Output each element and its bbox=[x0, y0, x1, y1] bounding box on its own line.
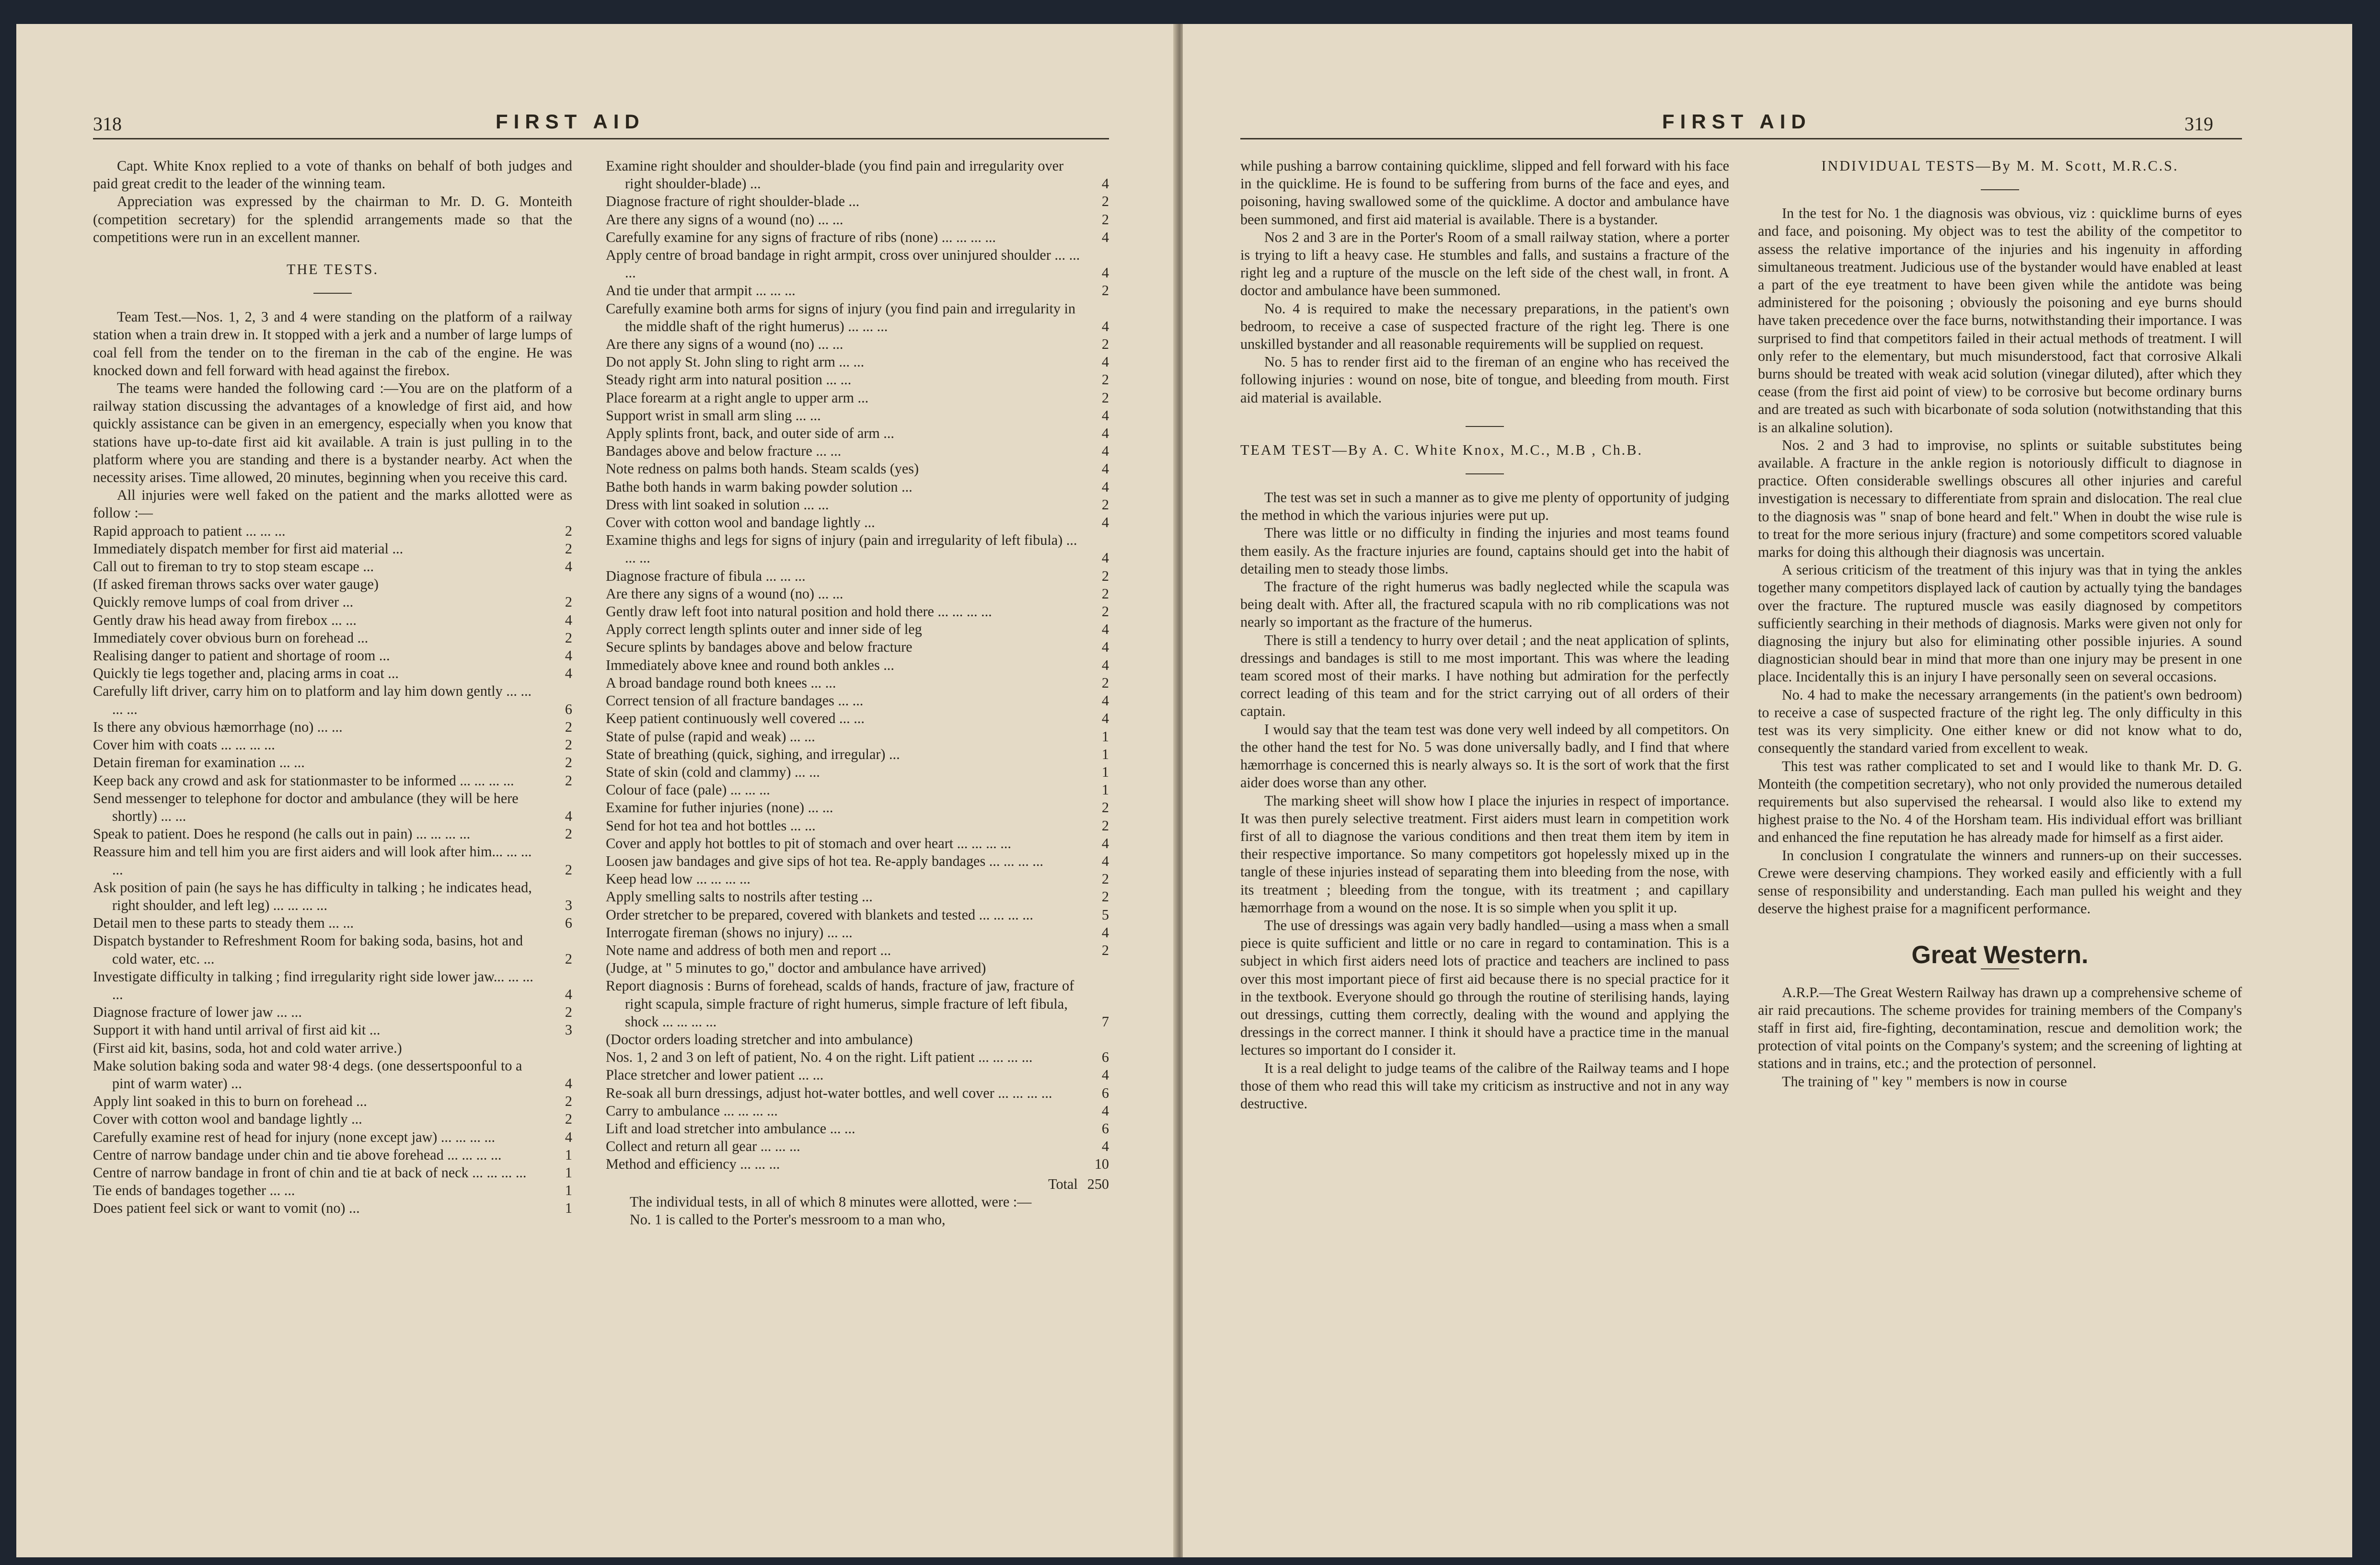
marks-item-text: Rapid approach to patient ... ... ... bbox=[93, 522, 286, 539]
marks-item-score: 6 bbox=[1101, 1049, 1109, 1066]
marks-item-text: And tie under that armpit ... ... ... bbox=[606, 282, 796, 299]
marks-item-score: 2 bbox=[565, 540, 572, 557]
marks-item-score: 2 bbox=[565, 1093, 572, 1110]
team-paragraph: The fracture of the right humerus was badly neglected while the scapula was being dealt with. After all, the fractured scapula with no rib complications was not nearly so important as the fracture of the humerus. bbox=[1240, 578, 1729, 631]
marks-item-score: 4 bbox=[1101, 656, 1109, 673]
marks-item bbox=[606, 496, 1109, 514]
marks-item-score: 2 bbox=[1101, 282, 1109, 299]
marks-item-score: 3 bbox=[565, 897, 572, 913]
marks-item bbox=[606, 692, 1109, 710]
marks-item bbox=[606, 746, 1109, 763]
total-label: Total bbox=[1048, 1175, 1078, 1192]
marks-item-text: Keep patient continuously well covered ... ... bbox=[606, 710, 865, 727]
right-column-2 bbox=[1758, 157, 2242, 1091]
marks-item-text: Carefully lift driver, carry him on to platform and lay him down gently ... ... ... ... bbox=[93, 683, 532, 717]
marks-item-score: 2 bbox=[565, 861, 572, 878]
marks-item bbox=[93, 736, 572, 754]
marks-item bbox=[606, 817, 1109, 835]
marks-item-score: 2 bbox=[1101, 211, 1109, 228]
marks-item bbox=[606, 1048, 1109, 1066]
marks-item-text: Send messenger to telephone for doctor and ambulance (they will be here shortly) ... ... bbox=[93, 790, 519, 824]
indiv-paragraph: Nos. 2 and 3 had to improvise, no splints or suitable substitutes being available. A fracture in the ankle region is notoriously difficult to diagnose in practice. Often considerable swellings obscures all other injuries and careful investigation is necessary to differentiate from sprain and dislocation. The real clue to the diagnosis was " snap of bone heard and felt." When in doubt the wise rule is to treat for the more serious injury (fracture) and some competitors scored valuable marks for doing this although their diagnosis was uncertain. bbox=[1758, 437, 2242, 561]
marks-item bbox=[606, 942, 1109, 959]
marks-item-score: 4 bbox=[1101, 460, 1109, 477]
marks-list bbox=[93, 522, 572, 1218]
marks-item-text: Colour of face (pale) ... ... ... bbox=[606, 782, 770, 798]
marks-item-score: 4 bbox=[1101, 514, 1109, 531]
marks-item-score: 1 bbox=[1101, 746, 1109, 762]
tests-paragraph: The teams were handed the following card :—You are on the platform of a railway station discussing the advantages of a knowledge of first aid, and how quickly assistance can be given in an emergency, especially when you know that stations have up-to-date first aid kit available. A train is just pulling in to the platform where you are standing and there is a bystander nearby. Act when the necessity arises. Time allowed, 20 minutes, beginning when you receive this card. bbox=[93, 380, 572, 486]
marks-item-text: Apply correct length splints outer and inner side of leg bbox=[606, 621, 922, 638]
total-row bbox=[606, 1175, 1109, 1193]
marks-item-score: 4 bbox=[1101, 639, 1109, 656]
marks-item bbox=[93, 1021, 572, 1039]
marks-item-text: Bandages above and below fracture ... ... bbox=[606, 443, 842, 460]
gw-paragraph: The training of " key " members is now in course bbox=[1782, 1073, 2067, 1090]
marks-item-score: 5 bbox=[1101, 906, 1109, 923]
marks-item bbox=[93, 1182, 572, 1199]
marks-item bbox=[93, 629, 572, 647]
marks-item-text: Examine thighs and legs for signs of injury (pain and irregularity of left fibula) ... ... ... bbox=[606, 532, 1077, 566]
marks-item bbox=[606, 710, 1109, 727]
team-paragraph: I would say that the team test was done very well indeed by all competitors. On the other hand the test for No. 5 was done universally badly, and I find that where hæmorrhage is concerned this is nearly always so. It is the sort of work that the first aider does worse than any other. bbox=[1240, 721, 1729, 791]
running-title: FIRST AID bbox=[1662, 110, 1812, 133]
marks-item-score: 4 bbox=[565, 986, 572, 1002]
marks-item-text: Support it with hand until arrival of first aid kit ... bbox=[93, 1022, 381, 1038]
gw-paragraph: A.R.P.—The Great Western Railway has drawn up a comprehensive scheme of air raid precautions. The scheme provides for training members of the Company's staff in first aid, fire-fighting, decontamination, rescue and demolition work; the protection of vital points on the Company's system; and the screening of lighting at stations and in trains, etc.; and the protection of personnel. bbox=[1758, 984, 2242, 1072]
marks-item-score: 4 bbox=[565, 647, 572, 664]
marks-item-text: State of pulse (rapid and weak) ... ... bbox=[606, 728, 815, 745]
marks-item-score: 6 bbox=[565, 701, 572, 717]
marks-item-text: Report diagnosis : Burns of forehead, scalds of hands, fracture of jaw, fracture of right scapula, simple fracture of right humerus, simple fracture of left fibula, shock ... ... ... ... bbox=[606, 978, 1074, 1030]
marks-item-text: Are there any signs of a wound (no) ... ... bbox=[606, 336, 843, 353]
marks-item-text: Examine for futher injuries (none) ... ... bbox=[606, 799, 833, 816]
marks-item-text: Dispatch bystander to Refreshment Room for baking soda, basins, hot and cold water, etc. ... bbox=[93, 932, 523, 967]
divider bbox=[1466, 473, 1504, 474]
marks-item bbox=[93, 825, 572, 843]
marks-item-score: 2 bbox=[1101, 603, 1109, 620]
marks-item-text: Carefully examine for any signs of fracture of ribs (none) ... ... ... ... bbox=[606, 229, 996, 245]
section-heading: THE TESTS. bbox=[286, 261, 379, 278]
marks-item bbox=[606, 763, 1109, 781]
marks-item-text: Bathe both hands in warm baking powder solution ... bbox=[606, 478, 913, 495]
marks-item bbox=[93, 1128, 572, 1146]
marks-item-text: Diagnose fracture of right shoulder-blade ... bbox=[606, 193, 860, 210]
marks-item-score: 1 bbox=[565, 1182, 572, 1199]
marks-item bbox=[606, 425, 1109, 442]
marks-item-text: State of skin (cold and clammy) ... ... bbox=[606, 763, 820, 780]
marks-item-text: Investigate difficulty in talking ; find irregularity right side lower jaw... ... ... ... bbox=[93, 968, 533, 1002]
marks-item-text: Carry to ambulance ... ... ... ... bbox=[606, 1102, 778, 1119]
marks-item-text: Place stretcher and lower patient ... ... bbox=[606, 1067, 824, 1083]
marks-item-text: Detain fireman for examination ... ... bbox=[93, 754, 305, 771]
marks-item-score: 4 bbox=[1101, 835, 1109, 852]
marks-item bbox=[606, 460, 1109, 478]
indiv-paragraph: A serious criticism of the treatment of this injury was that in tying the ankles together many competitors displayed lack of caution by actually tying the bandages over the fracture. The ruptured muscle was easily diagnosed by competitors sufficiently searching in their methods of diagnosis. Marks were given not only for diagnosing the injury but also for eliminating other possible injuries. A sound diagnostician should bear in mind that more than one injury may be present in one place. Incidentally this is an injury I have personally seen on several occasions. bbox=[1758, 562, 2242, 685]
marks-item-text: Tie ends of bandages together ... ... bbox=[93, 1182, 295, 1199]
marks-item-score: 4 bbox=[1101, 265, 1109, 281]
page-number: 318 bbox=[93, 113, 122, 135]
marks-item-text: Note name and address of both men and report ... bbox=[606, 942, 891, 958]
marks-item-score: 2 bbox=[565, 754, 572, 771]
marks-item-text: (First aid kit, basins, soda, hot and cold water arrive.) bbox=[93, 1039, 402, 1056]
marks-item-text: Carefully examine both arms for signs of injury (you find pain and irregularity in the middle shaft of the right humerus) ... ... ... bbox=[606, 300, 1076, 334]
marks-item-score: 4 bbox=[1101, 407, 1109, 424]
divider bbox=[313, 293, 352, 294]
marks-item-score: 4 bbox=[565, 807, 572, 824]
marks-item bbox=[606, 799, 1109, 817]
marks-item bbox=[606, 300, 1109, 335]
marks-item-text: Make solution baking soda and water 98·4 degs. (one dessertspoonful to a pint of warm water) ... bbox=[93, 1057, 522, 1092]
marks-item-text: Nos. 1, 2 and 3 on left of patient, No. 4 on the right. Lift patient ... ... ... ... bbox=[606, 1049, 1033, 1066]
marks-item bbox=[93, 575, 572, 593]
marks-item-score: 2 bbox=[1101, 389, 1109, 406]
marks-item-score: 4 bbox=[1101, 229, 1109, 245]
marks-item bbox=[93, 879, 572, 914]
marks-item-text: Centre of narrow bandage under chin and tie above forehead ... ... ... ... bbox=[93, 1146, 502, 1163]
marks-item bbox=[606, 567, 1109, 585]
marks-item-text: Immediately dispatch member for first aid material ... bbox=[93, 540, 404, 557]
marks-item-text: Support wrist in small arm sling ... ... bbox=[606, 407, 821, 424]
team-paragraph: The marking sheet will show how I place the injuries in respect of importance. It was then purely selective treatment. First aiders must learn in competition work first of all to diagnose the various conditions and then treat them item by item in their respective importance. So many competitors got hopelessly mixed up in the tangle of these injuries instead of separating them into bleeding from the nose, with its treatment ; bleeding from the tongue, with its treatment ; and capillary hæmorrhage from a wound on the nose. It is so simple when you split it up. bbox=[1240, 792, 1729, 916]
marks-item-text: Interrogate fireman (shows no injury) ... ... bbox=[606, 924, 853, 941]
marks-item bbox=[606, 603, 1109, 621]
marks-item-score: 4 bbox=[1101, 1102, 1109, 1119]
marks-item bbox=[606, 906, 1109, 924]
marks-item-score: 1 bbox=[565, 1164, 572, 1181]
tests-paragraph: Team Test.—Nos. 1, 2, 3 and 4 were standing on the platform of a railway station when a train drew in. It stopped with a jerk and a number of large lumps of coal fell from the tender on to the fireman in the cab of the engine. He was knocked down and fell forward with head against the firebox. bbox=[93, 309, 572, 379]
marks-item-text: Cover and apply hot bottles to pit of stomach and over heart ... ... ... ... bbox=[606, 835, 1011, 852]
marks-item bbox=[606, 638, 1109, 656]
marks-item-score: 4 bbox=[1101, 710, 1109, 727]
marks-item bbox=[606, 924, 1109, 942]
marks-item bbox=[93, 593, 572, 611]
marks-item bbox=[606, 389, 1109, 407]
marks-item bbox=[606, 211, 1109, 229]
team-paragraph: The test was set in such a manner as to give me plenty of opportunity of judging the method in which the various injuries were put up. bbox=[1240, 489, 1729, 524]
marks-item-text: Place forearm at a right angle to upper arm ... bbox=[606, 389, 869, 406]
marks-item bbox=[606, 407, 1109, 425]
marks-item bbox=[93, 1164, 572, 1182]
marks-item-score: 2 bbox=[565, 1004, 572, 1021]
marks-item-text: Are there any signs of a wound (no) ... ... bbox=[606, 585, 843, 602]
left-page bbox=[16, 24, 1176, 1557]
marks-item-text: Note redness on palms both hands. Steam scalds (yes) bbox=[606, 460, 919, 477]
marks-item bbox=[606, 781, 1109, 799]
marks-item-text: Reassure him and tell him you are first aiders and will look after him... ... ... ... bbox=[93, 843, 532, 878]
body-paragraph: No. 4 is required to make the necessary preparations, in the patient's own bedroom, to receive a case of suspected fracture of the right leg. There is one unskilled bystander and all reasonable requirements will be supplied on request. bbox=[1240, 300, 1729, 353]
marks-item bbox=[93, 754, 572, 771]
marks-item bbox=[93, 1199, 572, 1217]
marks-item-text: Diagnose fracture of fibula ... ... ... bbox=[606, 567, 806, 584]
marks-item-text: Cover with cotton wool and bandage lightly ... bbox=[606, 514, 875, 531]
marks-item bbox=[93, 647, 572, 665]
marks-item-text: Call out to fireman to try to stop steam escape ... bbox=[93, 558, 374, 575]
marks-item bbox=[606, 531, 1109, 567]
marks-item bbox=[93, 1093, 572, 1110]
marks-item-text: Diagnose fracture of lower jaw ... ... bbox=[93, 1004, 302, 1021]
marks-item-score: 4 bbox=[1101, 924, 1109, 941]
marks-item bbox=[93, 843, 572, 878]
marks-item-score: 4 bbox=[1101, 443, 1109, 460]
marks-item-score: 2 bbox=[565, 522, 572, 539]
marks-item-text: State of breathing (quick, sighing, and irregular) ... bbox=[606, 746, 900, 762]
marks-item-score: 2 bbox=[565, 718, 572, 735]
marks-item bbox=[606, 1066, 1109, 1084]
team-paragraph: The use of dressings was again very badly handled—using a mass when a small piece is quite sufficient and little or no care in regard to contamination. This is a subject in which first aiders need lots of practice and teachers are inclined to pass over this most important piece of first aid because there is no special practice for it in the textbook. Everyone should go through the routine of sterilising hands, laying out dressings, cutting them correctly, dealing with the wound and applying the dressings in the correct manner. I think it should have a practice time in the manual lectures so important do I consider it. bbox=[1240, 917, 1729, 1059]
marks-item bbox=[606, 1031, 1109, 1048]
great-western-heading: Great Western. bbox=[1911, 941, 2089, 969]
marks-item bbox=[606, 442, 1109, 460]
right-page bbox=[1183, 24, 2352, 1557]
marks-item-score: 1 bbox=[1101, 728, 1109, 745]
marks-item-score: 4 bbox=[565, 665, 572, 682]
section-heading: INDIVIDUAL TESTS—By M. M. Scott, M.R.C.S. bbox=[1821, 158, 2179, 174]
marks-item bbox=[606, 1155, 1109, 1173]
intro-paragraph: Appreciation was expressed by the chairman to Mr. D. G. Monteith (competition secretary) for the splendid arrangements made so that the competitions were run in an excellent manner. bbox=[93, 193, 572, 245]
team-paragraph: It is a real delight to judge teams of the calibre of the Railway teams and I hope those of them who read this will take my criticism as instructive and not in any way destructive. bbox=[1240, 1059, 1729, 1112]
marks-item bbox=[606, 282, 1109, 299]
team-paragraph: There was little or no difficulty in finding the injuries and most teams found them easily. As the fracture injuries are found, captains should get into the habit of detailing men to steady those limbs. bbox=[1240, 525, 1729, 577]
marks-item bbox=[606, 514, 1109, 531]
total-value: 250 bbox=[1087, 1175, 1109, 1192]
marks-item-text: Carefully examine rest of head for injury (none except jaw) ... ... ... ... bbox=[93, 1128, 496, 1145]
left-column-2 bbox=[606, 157, 1109, 1229]
marks-item-text: Gently draw his head away from firebox ... ... bbox=[93, 611, 357, 628]
marks-item bbox=[93, 1003, 572, 1021]
header-rule bbox=[93, 138, 1109, 139]
marks-item-score: 2 bbox=[1101, 567, 1109, 584]
marks-item-score: 10 bbox=[1094, 1156, 1109, 1173]
marks-item-text: Realising danger to patient and shortage of room ... bbox=[93, 647, 390, 664]
indiv-paragraph: This test was rather complicated to set and I would like to thank Mr. D. G. Monteith (the competition secretary), who not only provided the numerous detailed requirements but also supervised the rehearsal. I would also like to extend my highest praise to the No. 4 of the Horsham team. His individual effort was brilliant and enhanced the fine reputation he has already made for himself as a first aider. bbox=[1758, 758, 2242, 846]
tests-paragraph: All injuries were well faked on the patient and the marks allotted were as follow :— bbox=[93, 487, 572, 521]
marks-item bbox=[93, 1110, 572, 1128]
marks-item-score: 1 bbox=[565, 1146, 572, 1163]
marks-item-score: 1 bbox=[1101, 782, 1109, 798]
right-column-1 bbox=[1240, 157, 1729, 1113]
marks-item-text: Centre of narrow bandage in front of chin and tie at back of neck ... ... ... ... bbox=[93, 1164, 527, 1181]
team-paragraph: There is still a tendency to hurry over detail ; and the neat application of splints, dressings and bandages is still to me most important. This was where the leading team scored most of their marks. I have nothing but admiration for the perfectly correct leading of this team and for the strict carrying out of all orders of their captain. bbox=[1240, 632, 1729, 720]
marks-item-text: Quickly tie legs together and, placing arms in coat ... bbox=[93, 665, 399, 682]
marks-item-score: 1 bbox=[1101, 763, 1109, 780]
marks-item-score: 4 bbox=[1101, 478, 1109, 495]
marks-item bbox=[606, 1120, 1109, 1138]
marks-item bbox=[93, 1146, 572, 1164]
marks-item-text: Secure splints by bandages above and below fracture bbox=[606, 639, 913, 656]
marks-item bbox=[606, 870, 1109, 888]
body-paragraph: Nos 2 and 3 are in the Porter's Room of a small railway station, where a porter is trying to lift a heavy case. He stumbles and falls, and sustains a fracture of the right leg and a rupture of the muscle on the left side of the chest wall, in front. A doctor and ambulance have been summoned. bbox=[1240, 229, 1729, 299]
marks-item bbox=[606, 371, 1109, 389]
marks-item-score: 1 bbox=[565, 1200, 572, 1217]
marks-item-score: 7 bbox=[1101, 1013, 1109, 1030]
marks-item-text: A broad bandage round both knees ... ... bbox=[606, 674, 836, 691]
marks-item-score: 2 bbox=[565, 736, 572, 753]
marks-item-text: Does patient feel sick or want to vomit (no) ... bbox=[93, 1200, 360, 1217]
marks-item-score: 6 bbox=[565, 915, 572, 932]
marks-item-text: Immediately above knee and round both ankles ... bbox=[606, 656, 894, 673]
marks-item-text: Order stretcher to be prepared, covered with blankets and tested ... ... ... ... bbox=[606, 906, 1033, 923]
marks-item-score: 3 bbox=[565, 1022, 572, 1038]
marks-item-score: 4 bbox=[1101, 550, 1109, 566]
marks-item-score: 2 bbox=[565, 950, 572, 967]
marks-item-score: 4 bbox=[1101, 1138, 1109, 1155]
marks-item-text: (If asked fireman throws sacks over water gauge) bbox=[93, 576, 379, 593]
section-heading: TEAM TEST—By A. C. White Knox, M.C., M.B , Ch.B. bbox=[1240, 441, 1643, 458]
marks-item bbox=[606, 977, 1109, 1031]
marks-item-score: 2 bbox=[1101, 674, 1109, 691]
marks-item bbox=[606, 1084, 1109, 1102]
marks-item-score: 4 bbox=[565, 558, 572, 575]
marks-item-text: Loosen jaw bandages and give sips of hot tea. Re-apply bandages ... ... ... ... bbox=[606, 852, 1043, 869]
marks-item bbox=[606, 157, 1109, 193]
marks-item bbox=[606, 888, 1109, 906]
marks-item bbox=[93, 682, 572, 718]
body-paragraph: No. 5 has to render first aid to the fireman of an engine who has received the following injuries : wound on nose, bite of tongue, and bleeding from mouth. First aid material is available. bbox=[1240, 354, 1729, 406]
marks-item-score: 2 bbox=[1101, 585, 1109, 602]
marks-item-text: Do not apply St. John sling to right arm ... ... bbox=[606, 354, 865, 370]
marks-item bbox=[93, 611, 572, 629]
running-title: FIRST AID bbox=[496, 110, 645, 133]
marks-item bbox=[93, 932, 572, 967]
marks-item bbox=[93, 718, 572, 736]
marks-item-score: 4 bbox=[1101, 175, 1109, 192]
marks-item-score: 2 bbox=[565, 772, 572, 789]
divider bbox=[1981, 189, 2019, 190]
marks-item-score: 2 bbox=[1101, 817, 1109, 834]
marks-item bbox=[606, 852, 1109, 870]
marks-item-text: Speak to patient. Does he respond (he calls out in pain) ... ... ... ... bbox=[93, 826, 471, 842]
marks-list bbox=[606, 157, 1109, 1174]
marks-item bbox=[606, 959, 1109, 977]
marks-item-text: Apply smelling salts to nostrils after testing ... bbox=[606, 888, 873, 905]
indiv-paragraph: In the test for No. 1 the diagnosis was obvious, viz : quicklime burns of eyes and face, and poisoning. My object was to test the ability of the competitor to assess the relative importance of the injuries and his ingenuity in affording simultaneous treatment. Judicious use of the bystander would have enabled at least a part of the eye treatment to have been given while the antidote was being administered for the poisoning ; obviously the poisoning and eye burns should have taken precedence over the face burns, notwithstanding their importance. I was surprised to find that competitors failed in their actual methods of treatment. I will only refer to the elementary, but much misunderstood, fact that corrosive Alkali burns should be treated with weak acid solution (vinegar diluted), after which they cease (from the first aid point of view) to be corrosive but become ordinary burns and are treated as such with bicarbonate of soda solution (notwithstanding that this is an alkaline solution). bbox=[1758, 205, 2242, 436]
marks-item-score: 2 bbox=[1101, 193, 1109, 210]
marks-item-text: Detail men to these parts to steady them ... ... bbox=[93, 915, 354, 932]
closing-paragraph: The individual tests, in all of which 8 minutes were allotted, were :— bbox=[630, 1193, 1032, 1210]
marks-item bbox=[93, 914, 572, 932]
closing-paragraph: No. 1 is called to the Porter's messroom to a man who, bbox=[630, 1211, 946, 1228]
marks-item-score: 2 bbox=[1101, 336, 1109, 353]
marks-item bbox=[606, 835, 1109, 852]
marks-item-score: 2 bbox=[565, 1111, 572, 1128]
marks-item bbox=[606, 656, 1109, 674]
marks-item bbox=[606, 585, 1109, 603]
intro-paragraph: Capt. White Knox replied to a vote of thanks on behalf of both judges and paid great credit to the leader of the winning team. bbox=[93, 158, 572, 192]
marks-item-text: Cover him with coats ... ... ... ... bbox=[93, 736, 275, 753]
marks-item-score: 4 bbox=[1101, 425, 1109, 442]
marks-item-text: (Judge, at " 5 minutes to go," doctor and ambulance have arrived) bbox=[606, 960, 986, 977]
marks-item bbox=[93, 540, 572, 558]
marks-item-text: Keep back any crowd and ask for stationmaster to be informed ... ... ... ... bbox=[93, 772, 514, 789]
marks-item bbox=[606, 728, 1109, 746]
marks-item-text: Quickly remove lumps of coal from driver ... bbox=[93, 594, 354, 610]
marks-item-text: Correct tension of all fracture bandages ... ... bbox=[606, 692, 864, 709]
body-paragraph: while pushing a barrow containing quicklime, slipped and fell forward with his face in the quicklime. He is found to be suffering from burns of the face and eyes, and poisoning, having swallowed some of the quicklime. A doctor and ambulance have been summoned, and first aid material is available. There is a bystander. bbox=[1240, 158, 1729, 228]
marks-item-score: 2 bbox=[565, 629, 572, 646]
marks-item-text: Apply splints front, back, and outer side of arm ... bbox=[606, 425, 894, 442]
marks-item-text: Cover with cotton wool and bandage lightly ... bbox=[93, 1111, 362, 1128]
marks-item-score: 2 bbox=[1101, 799, 1109, 816]
marks-item-score: 2 bbox=[1101, 371, 1109, 388]
marks-item-text: Collect and return all gear ... ... ... bbox=[606, 1138, 800, 1155]
marks-item bbox=[606, 229, 1109, 246]
marks-item bbox=[606, 674, 1109, 692]
marks-item-score: 2 bbox=[1101, 871, 1109, 887]
marks-item-score: 4 bbox=[1101, 318, 1109, 334]
marks-item bbox=[93, 665, 572, 682]
marks-item bbox=[93, 968, 572, 1003]
marks-item-score: 2 bbox=[565, 594, 572, 610]
marks-item bbox=[606, 335, 1109, 353]
marks-item-text: Immediately cover obvious burn on forehead ... bbox=[93, 629, 369, 646]
marks-item bbox=[606, 353, 1109, 371]
marks-item-text: Dress with lint soaked in solution ... ... bbox=[606, 496, 829, 513]
marks-item-score: 4 bbox=[1101, 692, 1109, 709]
marks-item-text: Ask position of pain (he says he has difficulty in talking ; he indicates head, right shoulder, and left leg) ... ... ... ... bbox=[93, 879, 532, 913]
marks-item-text: Method and efficiency ... ... ... bbox=[606, 1156, 780, 1173]
marks-item-score: 2 bbox=[1101, 942, 1109, 958]
indiv-paragraph: No. 4 had to make the necessary arrangements (in the patient's own bedroom) to receive a case of suspected fracture of the right leg. The only difficulty in this test was its very simplicity. One either knew or did not know what to do, consequently the standard varied from excellent to weak. bbox=[1758, 686, 2242, 757]
marks-item-text: Steady right arm into natural position ... ... bbox=[606, 371, 852, 388]
marks-item-text: Apply lint soaked in this to burn on forehead ... bbox=[93, 1093, 367, 1110]
marks-item-score: 2 bbox=[565, 826, 572, 842]
marks-item-text: Keep head low ... ... ... ... bbox=[606, 871, 751, 887]
divider bbox=[1466, 426, 1504, 427]
marks-item bbox=[93, 1057, 572, 1093]
marks-item bbox=[93, 790, 572, 825]
marks-item bbox=[93, 772, 572, 790]
marks-item-score: 4 bbox=[565, 611, 572, 628]
header-rule bbox=[1240, 138, 2242, 139]
marks-item-text: Gently draw left foot into natural position and hold there ... ... ... ... bbox=[606, 603, 992, 620]
marks-item-score: 6 bbox=[1101, 1084, 1109, 1101]
marks-item-text: Are there any signs of a wound (no) ... ... bbox=[606, 211, 843, 228]
marks-item-text: Lift and load stretcher into ambulance ... ... bbox=[606, 1120, 855, 1137]
marks-item bbox=[606, 478, 1109, 496]
marks-item bbox=[606, 246, 1109, 282]
indiv-paragraph: In conclusion I congratulate the winners and runners-up on their successes. Crewe were deserving champions. They worked easily and efficiently with a full sense of responsibility and understanding. Each man pulled his weight and they deserve the highest praise for a magnificent performance. bbox=[1758, 847, 2242, 917]
marks-item bbox=[606, 621, 1109, 638]
marks-item bbox=[93, 1039, 572, 1057]
left-column-1 bbox=[93, 157, 572, 1218]
marks-item bbox=[93, 522, 572, 540]
marks-item bbox=[606, 1138, 1109, 1155]
marks-item-text: (Doctor orders loading stretcher and into ambulance) bbox=[606, 1031, 913, 1047]
marks-item-score: 4 bbox=[1101, 621, 1109, 638]
marks-item-text: Is there any obvious hæmorrhage (no) ... ... bbox=[93, 718, 343, 735]
marks-item-score: 4 bbox=[565, 1128, 572, 1145]
marks-item-score: 4 bbox=[565, 1075, 572, 1092]
marks-item bbox=[93, 558, 572, 575]
marks-item-score: 4 bbox=[1101, 1067, 1109, 1083]
marks-item bbox=[606, 1102, 1109, 1120]
marks-item-text: Examine right shoulder and shoulder-blade (you find pain and irregularity over right shoulder-blade) ... bbox=[606, 158, 1064, 192]
page-number: 319 bbox=[2184, 113, 2213, 135]
marks-item-score: 2 bbox=[1101, 888, 1109, 905]
marks-item bbox=[606, 193, 1109, 210]
marks-item-text: Send for hot tea and hot bottles ... ... bbox=[606, 817, 816, 834]
marks-item-score: 6 bbox=[1101, 1120, 1109, 1137]
marks-item-score: 4 bbox=[1101, 852, 1109, 869]
marks-item-text: Apply centre of broad bandage in right armpit, cross over uninjured shoulder ... ... ... bbox=[606, 247, 1080, 281]
marks-item-text: Re-soak all burn dressings, adjust hot-water bottles, and well cover ... ... ... ... bbox=[606, 1084, 1052, 1101]
marks-item-score: 2 bbox=[1101, 496, 1109, 513]
marks-item-score: 4 bbox=[1101, 354, 1109, 370]
